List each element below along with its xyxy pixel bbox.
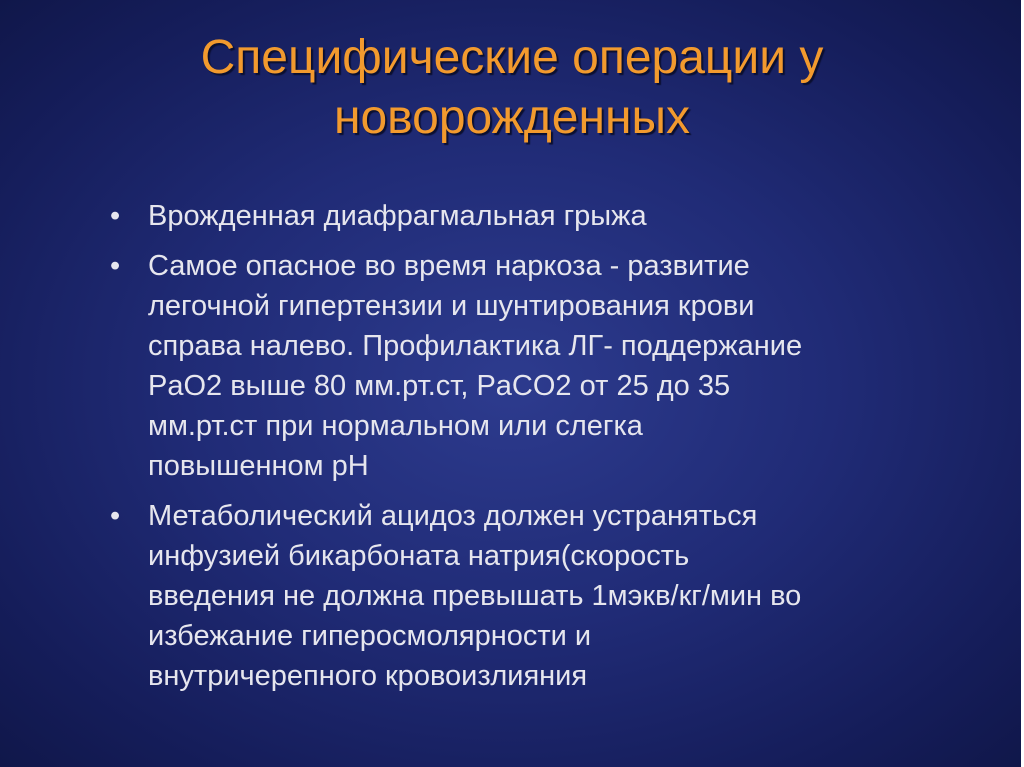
bullet-text bbox=[148, 496, 940, 696]
bullet-text bbox=[148, 196, 940, 236]
bullet-list bbox=[110, 196, 940, 706]
bullet-item bbox=[110, 496, 940, 696]
bullet-line: мм.рт.ст при нормальном или слегка bbox=[148, 410, 643, 442]
bullet-line: справа налево. Профилактика ЛГ- поддержание bbox=[148, 330, 803, 362]
bullet-line: избежание гиперосмолярности и bbox=[148, 620, 592, 652]
slide-title-line: Специфические операции у bbox=[200, 31, 824, 84]
bullet-text bbox=[148, 246, 940, 486]
bullet-line: введения не должна превышать 1мэкв/кг/мин во bbox=[148, 580, 802, 612]
bullet-marker: • bbox=[110, 250, 121, 282]
bullet-line: PaO2 выше 80 мм.рт.ст, PaCO2 от 25 до 35 bbox=[148, 370, 731, 402]
bullet-marker: • bbox=[110, 200, 121, 232]
bullet-line: Самое опасное во время наркоза - развитие bbox=[148, 250, 750, 282]
bullet-marker: • bbox=[110, 500, 121, 532]
bullet-line: повышенном pH bbox=[148, 450, 369, 482]
bullet-line: легочной гипертензии и шунтирования крови bbox=[148, 290, 755, 322]
slide-title bbox=[0, 28, 1024, 148]
slide-title-line: новорожденных bbox=[333, 91, 691, 144]
bullet-item bbox=[110, 196, 940, 236]
bullet-line: Врожденная диафрагмальная грыжа bbox=[148, 200, 647, 232]
bullet-line: внутричерепного кровоизлияния bbox=[148, 660, 588, 692]
bullet-item bbox=[110, 246, 940, 486]
bullet-line: инфузией бикарбоната натрия(скорость bbox=[148, 540, 690, 572]
bullet-line: Метаболический ацидоз должен устраняться bbox=[148, 500, 758, 532]
